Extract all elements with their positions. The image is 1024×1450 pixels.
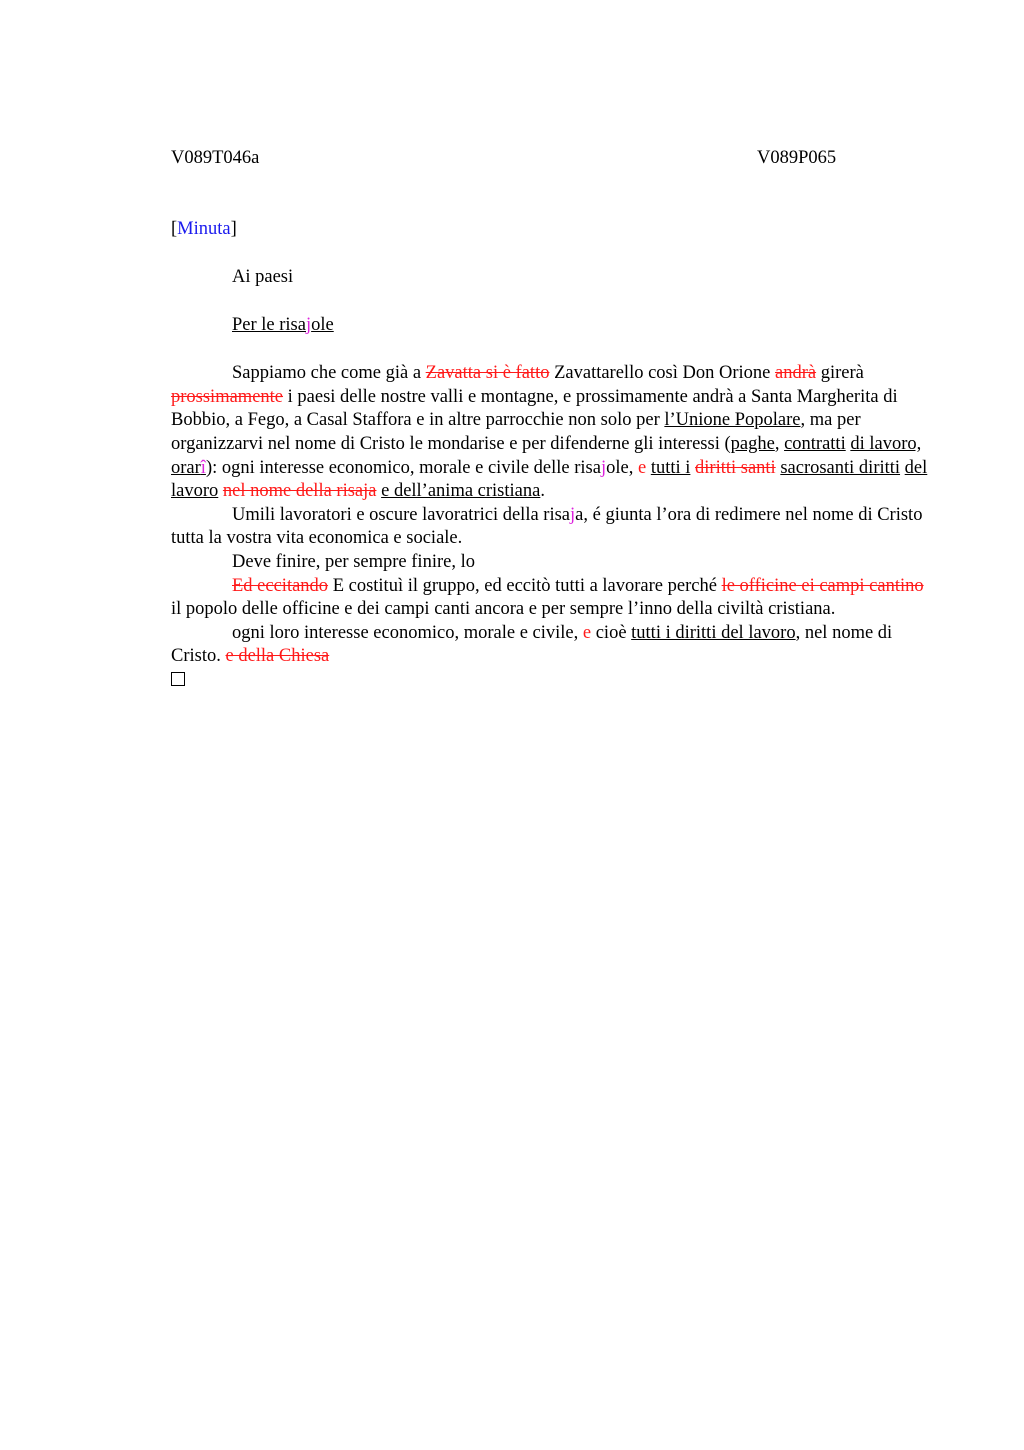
bracket-open: [ bbox=[171, 219, 178, 239]
deletion: nel nome della risaja bbox=[222, 481, 377, 502]
deletion: Ed eccitando bbox=[232, 575, 329, 596]
minuta-text: Minuta bbox=[177, 219, 231, 239]
underlined-text: paghe bbox=[730, 434, 775, 455]
end-marker bbox=[171, 669, 931, 693]
underlined-text: l’Unione Popolare bbox=[664, 410, 801, 431]
red-mark: e bbox=[637, 457, 647, 478]
deletion: prossimamente bbox=[171, 386, 284, 407]
document-body bbox=[171, 218, 931, 693]
deletion: andrà bbox=[775, 363, 817, 384]
underlined-text: contratti bbox=[784, 434, 846, 455]
paragraph-3: Deve finire, per sempre finire, lo bbox=[232, 552, 475, 573]
paragraph-1: Sappiamo che come già a Zavatta si è fatto Zavattarello così Don Orione andrà girerà prossimamente i paesi delle nostre valli e montagne, e prossimamente andrà a Santa Margherita di Bobbio, a Fego, a Casal Staffora e in altre parrocchie non solo per l’Unione Popolare, ma per organizzarvi nel nome di Cristo le mondarise e per difenderne gli interessi (paghe, contratti di lavoro, orarî): ogni interesse economico, morale e civile delle risajole, e tutti i diritti santi sacrosanti diritti del lavoro nel nome della risaja e dell’anima cristiana. bbox=[171, 363, 928, 502]
document-code-left: V089T046a bbox=[171, 148, 260, 168]
minuta-label bbox=[171, 218, 931, 242]
bracket-close: ] bbox=[230, 219, 237, 239]
underlined-text: tutti i diritti del lavoro bbox=[631, 622, 796, 643]
underlined-text: del lavoro bbox=[171, 457, 928, 502]
paragraph-4: Ed eccitando E costituì il gruppo, ed eccitò tutti a lavorare perché le officine ei campi cantino il popolo delle officine e dei campi canti ancora e per sempre l’inno della civiltà cristiana. bbox=[171, 575, 924, 620]
document-title bbox=[171, 314, 931, 338]
underlined-text: e dell’anima cristiana bbox=[381, 481, 541, 502]
underlined-text: di lavoro, orarî bbox=[171, 434, 922, 478]
title-insertion: j bbox=[305, 315, 312, 336]
title-underlined: Per le risajole bbox=[232, 315, 334, 336]
insertion: j bbox=[600, 457, 607, 478]
address-line: Ai paesi bbox=[232, 267, 294, 288]
underlined-text: sacrosanti diritti bbox=[780, 457, 901, 478]
square-box-icon bbox=[171, 672, 185, 686]
underlined-text: tutti i bbox=[650, 457, 691, 478]
deletion: le officine ei campi cantino bbox=[721, 575, 924, 596]
deletion: e della Chiesa bbox=[225, 646, 330, 667]
red-mark: e bbox=[582, 622, 592, 643]
deletion: Zavatta si è fatto bbox=[425, 363, 550, 384]
insertion: j bbox=[570, 504, 576, 525]
document-code-right: V089P065 bbox=[757, 148, 837, 168]
deletion: diritti santi bbox=[695, 457, 776, 478]
paragraph-2: Umili lavoratori e oscure lavoratrici della risaja, é giunta l’ora di redimere nel nome di Cristo tutta la vostra vita economica e sociale. bbox=[171, 504, 923, 549]
paragraph-5: ogni loro interesse economico, morale e civile, e cioè tutti i diritti del lavoro, nel nome di Cristo. e della Chiesa bbox=[171, 622, 893, 667]
insertion: î bbox=[200, 457, 206, 478]
